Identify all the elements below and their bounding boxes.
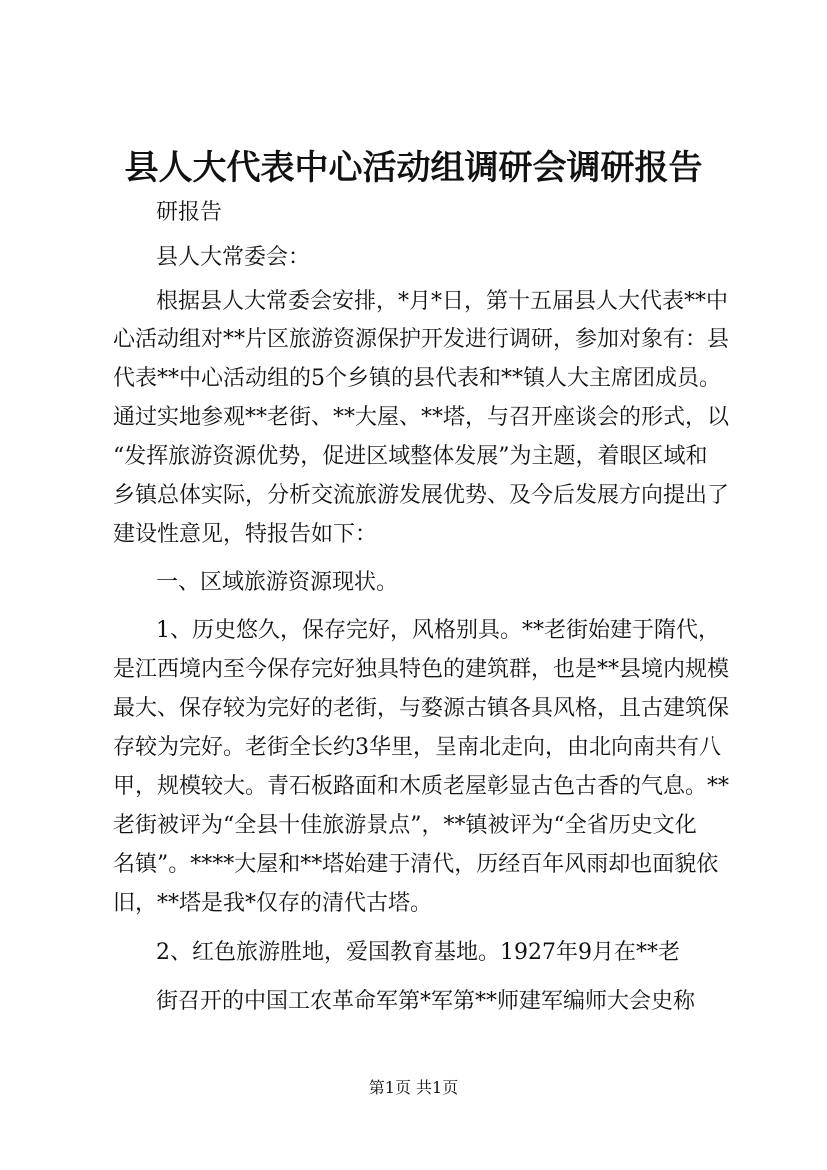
paragraph-line: 老街被评为“全县十佳旅游景点”，**镇被评为“全省历史文化 [113,813,697,838]
section-heading: 一、区域旅游资源现状。 [156,570,399,595]
paragraph-line: 甲，规模较大。青石板路面和木质老屋彰显古色古香的气息。** [113,774,730,799]
document-title: 县人大代表中心活动组调研会调研报告 [124,148,703,188]
paragraph-line: 建设性意见，特报告如下： [113,522,378,547]
paragraph-line: “发挥旅游资源优势，促进区域整体发展”为主题，着眼区域和 [113,444,708,469]
paragraph-line: 心活动组对**片区旅游资源保护开发进行调研，参加对象有：县 [113,327,730,352]
paragraph-line: 存较为完好。老街全长约3华里，呈南北走向，由北向南共有八 [113,735,721,760]
paragraph-line: 代表**中心活动组的5个乡镇的县代表和**镇人大主席团成员。 [113,366,721,391]
subtitle: 研报告 [156,200,223,225]
paragraph-line: 乡镇总体实际，分析交流旅游发展优势、及今后发展方向提出了 [113,483,730,508]
paragraph-line: 2、红色旅游胜地，爱国教育基地。1927年9月在**老 [156,940,680,965]
paragraph-line: 名镇”。****大屋和**塔始建于清代，历经百年风雨却也面貌依 [113,852,719,877]
paragraph-line: 旧，**塔是我*仅存的清代古塔。 [113,891,433,916]
paragraph-line: 根据县人大常委会安排，*月*日，第十五届县人大代表**中 [156,289,729,314]
paragraph-line: 街召开的中国工农革命军第*军第**师建军编师大会史称 [156,989,696,1014]
paragraph-line: 是江西境内至今保存完好独具特色的建筑群，也是**县境内规模 [113,657,730,682]
paragraph-line: 通过实地参观**老街、**大屋、**塔，与召开座谈会的形式，以 [113,405,730,430]
paragraph-line: 最大、保存较为完好的老街，与婺源古镇各具风格，且古建筑保 [113,696,730,721]
salutation: 县人大常委会： [156,245,311,270]
paragraph-line: 1、历史悠久，保存完好，风格别具。**老街始建于隋代， [156,618,720,643]
page-number-footer: 第1页 共1页 [368,1078,459,1097]
